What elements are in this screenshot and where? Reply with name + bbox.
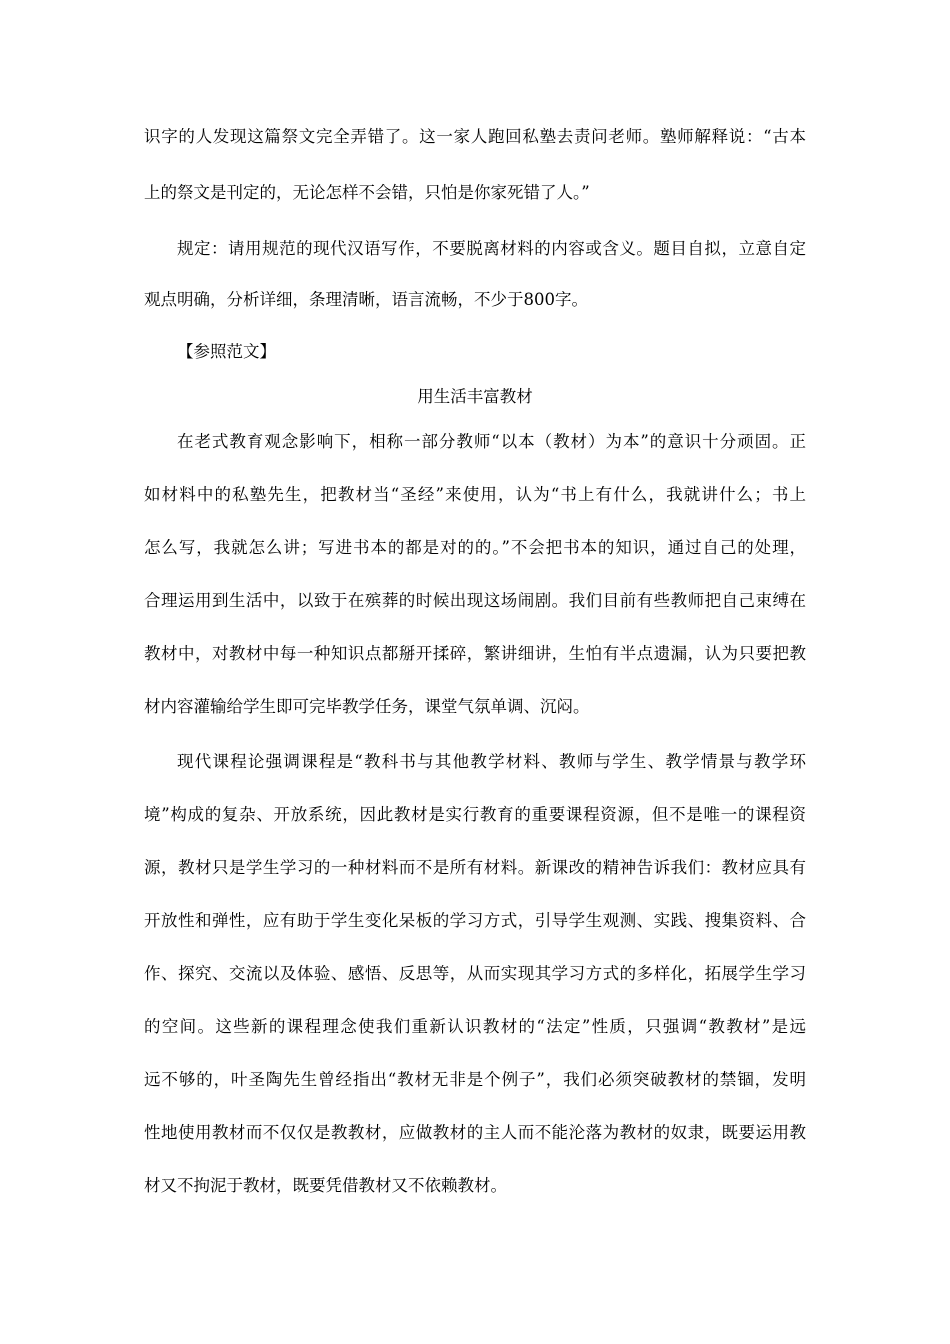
para1-line-6: 材内容灌输给学生即可完毕教学任务，课堂气氛单调、沉闷。 xyxy=(144,697,590,716)
para1-line-3: 怎么写，我就怎么讲；写进书本的都是对的的。”不会把书本的知识，通过自己的处理， xyxy=(144,538,806,557)
story-line-1: 识字的人发现这篇祭文完全弄错了。这一家人跑回私塾去责问老师。塾师解释说：“古本 xyxy=(144,127,806,146)
para1-line-1: 在老式教育观念影响下，相称一部分教师“以本（教材）为本”的意识十分顽固。正 xyxy=(177,432,806,451)
para2-line-3: 源，教材只是学生学习的一种材料而不是所有材料。新课改的精神告诉我们：教材应具有 xyxy=(144,858,806,877)
para2-line-2: 境”构成的复杂、开放系统，因此教材是实行教育的重要课程资源，但不是唯一的课程资 xyxy=(144,805,806,824)
para2-line-7: 远不够的，叶圣陶先生曾经指出“教材无非是个例子”，我们必须突破教材的禁锢，发明 xyxy=(144,1070,806,1089)
para1-line-5: 教材中，对教材中每一种知识点都掰开揉碎，繁讲细讲，生怕有半点遗漏，认为只要把教 xyxy=(144,644,806,663)
para2-line-6: 的空间。这些新的课程理念使我们重新认识教材的“法定”性质，只强调“教教材”是远 xyxy=(144,1017,806,1036)
story-line-2: 上的祭文是刊定的，无论怎样不会错，只怕是你家死错了人。” xyxy=(144,183,590,202)
requirements-line-1: 规定：请用规范的现代汉语写作，不要脱离材料的内容或含义。题目自拟，立意自定 xyxy=(177,239,806,258)
para2-line-4: 开放性和弹性，应有助于学生变化呆板的学习方式，引导学生观测、实践、搜集资料、合 xyxy=(144,911,806,930)
para2-line-8: 性地使用教材而不仅仅是教教材，应做教材的主人而不能沦落为教材的奴隶，既要运用教 xyxy=(144,1123,806,1142)
para1-line-2: 如材料中的私塾先生，把教材当“圣经”来使用，认为“书上有什么，我就讲什么；书上 xyxy=(144,485,806,504)
essay-title: 用生活丰富教材 xyxy=(417,387,533,406)
para2-line-5: 作、探究、交流以及体验、感悟、反思等，从而实现其学习方式的多样化，拓展学生学习 xyxy=(144,964,806,983)
para2-line-9: 材又不拘泥于教材，既要凭借教材又不依赖教材。 xyxy=(144,1176,507,1195)
sample-essay-label: 【参照范文】 xyxy=(177,342,276,361)
para1-line-4: 合理运用到生活中，以致于在殡葬的时候出现这场闹剧。我们目前有些教师把自己束缚在 xyxy=(144,591,806,610)
requirements-line-2: 观点明确，分析详细，条理清晰，语言流畅，不少于800字。 xyxy=(144,290,588,309)
para2-line-1: 现代课程论强调课程是“教科书与其他教学材料、教师与学生、教学情景与教学环 xyxy=(177,752,806,771)
